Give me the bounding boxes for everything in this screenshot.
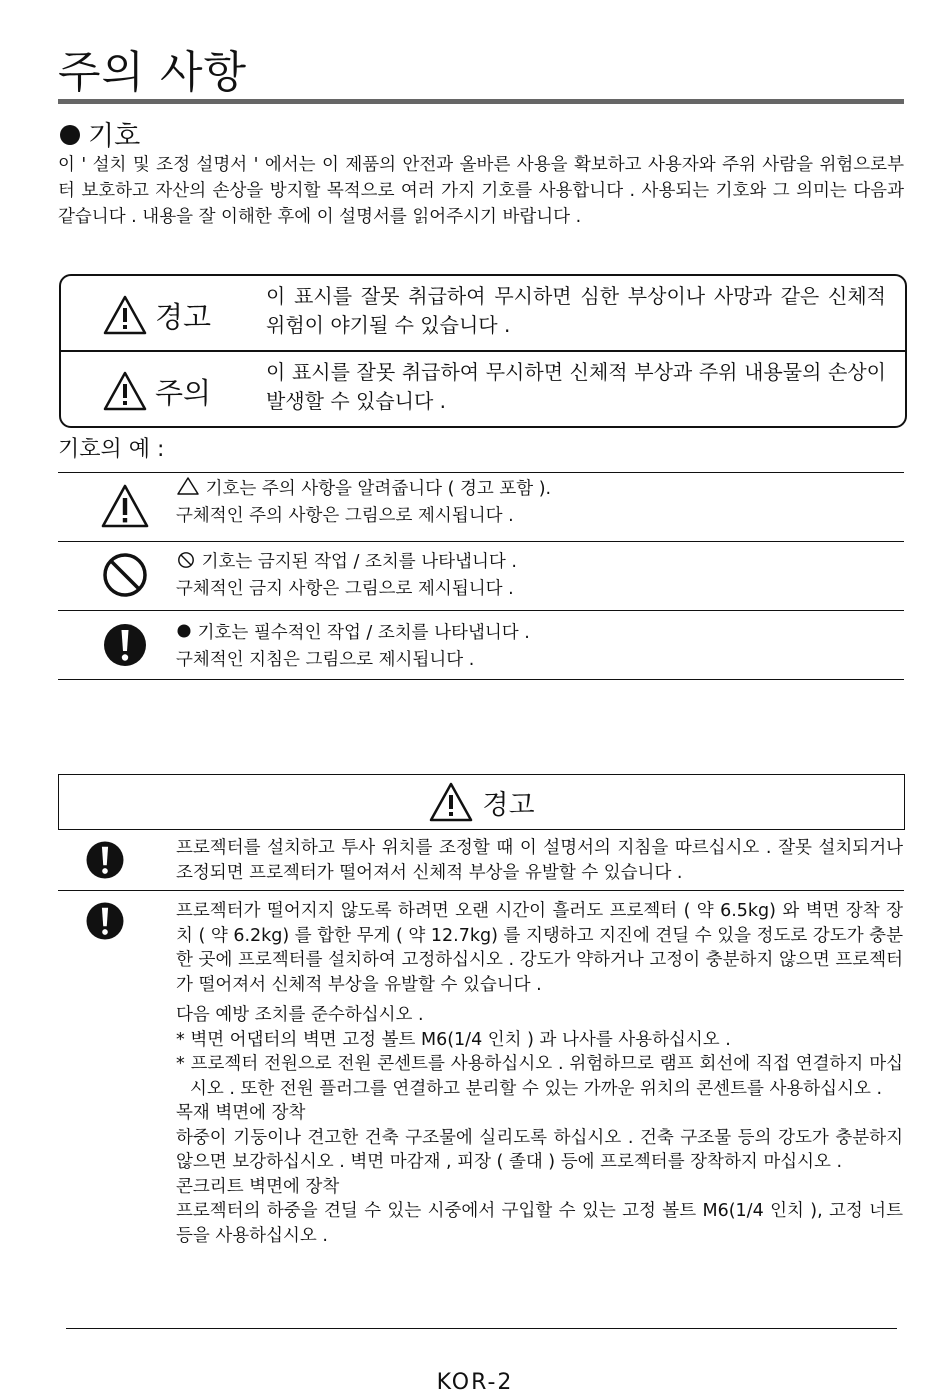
caution-triangle-icon bbox=[100, 482, 150, 532]
precautions-intro: 다음 예방 조치를 준수하십시오 . bbox=[176, 1005, 424, 1025]
page-number: KOR-2 bbox=[436, 1370, 514, 1395]
concrete-wall-text: 프로젝터의 하중을 견딜 수 있는 시중에서 구입할 수 있는 고정 볼트 M6(1/4 인치 ), 고정 너트 등을 사용하십시오 . bbox=[176, 1201, 903, 1246]
mandatory-icon bbox=[100, 620, 150, 670]
examples-rule bbox=[58, 610, 904, 611]
page-title: 주의 사항 bbox=[58, 47, 248, 98]
symbols-heading bbox=[60, 114, 140, 153]
mandatory-icon bbox=[83, 838, 127, 882]
caution-level-label-text: 주의 bbox=[155, 375, 212, 410]
examples-heading: 기호의 예 : bbox=[58, 437, 165, 462]
small-dot-icon bbox=[176, 623, 192, 639]
example-mandatory-line2: 구체적인 지침은 그림으로 제시됩니다 . bbox=[176, 650, 475, 670]
caution-triangle-icon bbox=[103, 370, 147, 412]
mandatory-icon bbox=[83, 899, 127, 943]
example-prohibited-line2: 구체적인 금지 사항은 그림으로 제시됩니다 . bbox=[176, 579, 514, 599]
caution-level-label bbox=[103, 370, 211, 412]
wood-wall-text: 하중이 기둥이나 견고한 건축 구조물에 실리도록 하십시오 . 건축 구조물 등의 강도가 충분하지 않으면 보강하십시오 . 벽면 마감재 , 피장 ( 졸대 ) 등에 프로젝터를 장착하지 마십시오 . bbox=[176, 1127, 903, 1172]
title-rule bbox=[58, 99, 904, 104]
example-caution-line1-text: 기호는 주의 사항을 알려줍니다 ( 경고 포함 ). bbox=[205, 479, 552, 499]
warning-block-heading-text: 경고 bbox=[482, 789, 535, 821]
examples-rule bbox=[58, 472, 904, 473]
caution-level-row bbox=[61, 352, 905, 426]
example-mandatory-line1 bbox=[176, 620, 530, 647]
small-prohibited-icon bbox=[176, 551, 196, 569]
warning-level-label-text: 경고 bbox=[155, 299, 212, 334]
examples-rule bbox=[58, 541, 904, 542]
example-caution-text bbox=[176, 476, 551, 530]
warning-level-text: 이 표시를 잘못 취급하여 무시하면 심한 부상이나 사망과 같은 신체적 위험이 야기될 수 있습니다 . bbox=[266, 284, 886, 337]
warning-item-2-main: 프로젝터가 떨어지지 않도록 하려면 오랜 시간이 흘러도 프로젝터 ( 약 6.5kg) 와 벽면 장착 장치 ( 약 6.2kg) 를 합한 무게 ( 약 12.7kg) 를 지탱하고 지진에 견딜 수 있을 정도로 강도가 충분한 곳에 프로젝터를 설치하여 고정하십시오 . 강도가 약하거나 고정이 충분하지 않으면 프로젝터가 떨어져서 신체적 부상을 유발할 수 있습니다 . bbox=[176, 901, 903, 995]
symbols-heading-text: 기호 bbox=[88, 121, 141, 152]
precaution-bullet-2: * 프로젝터 전원으로 전원 콘센트를 사용하십시오 . 위험하므로 램프 회선에 직접 연결하지 마십시오 . 또한 전원 플러그를 연결하고 분리할 수 있는 가까운 위치의 콘센트를 사용하십시오 . bbox=[176, 1054, 903, 1099]
examples-rule bbox=[58, 679, 904, 680]
concrete-wall-heading: 콘크리트 벽면에 장착 bbox=[176, 1176, 340, 1197]
caution-level-text: 이 표시를 잘못 취급하여 무시하면 신체적 부상과 주위 내용물의 손상이 발생할 수 있습니다 . bbox=[266, 360, 886, 413]
example-caution-line1 bbox=[176, 476, 551, 503]
bottom-rule bbox=[66, 1328, 897, 1329]
precaution-bullet-1: * 벽면 어댑터의 벽면 고정 볼트 M6(1/4 인치 ) 과 나사를 사용하십시오 . bbox=[176, 1029, 731, 1050]
warning-level-row bbox=[61, 276, 905, 352]
wood-wall-heading: 목재 벽면에 장착 bbox=[176, 1103, 306, 1123]
warning-level-label bbox=[103, 294, 211, 336]
example-mandatory-text bbox=[176, 620, 530, 674]
bullet-dot-icon bbox=[60, 125, 80, 145]
prohibited-icon bbox=[100, 550, 150, 600]
example-mandatory-line1-text: 기호는 필수적인 작업 / 조치를 나타냅니다 . bbox=[197, 623, 530, 643]
example-caution-line2: 구체적인 주의 사항은 그림으로 제시됩니다 . bbox=[176, 506, 514, 526]
symbols-intro: 이 ' 설치 및 조정 설명서 ' 에서는 이 제품의 안전과 올바른 사용을 확보하고 사용자와 주위 사람을 위험으로부터 보호하고 자산의 손상을 방지할 목적으로 여러 가지 기호를 사용합니다 . 사용되는 기호와 그 의미는 다음과 같습니다 . 내용을 잘 이해한 후에 이 설명서를 읽어주시기 바랍니다 . bbox=[58, 155, 904, 227]
warning-triangle-icon bbox=[428, 781, 474, 823]
example-prohibited-line1 bbox=[176, 549, 517, 576]
example-prohibited-text bbox=[176, 549, 517, 603]
example-prohibited-line1-text: 기호는 금지된 작업 / 조치를 나타냅니다 . bbox=[201, 552, 517, 572]
warning-triangle-icon bbox=[103, 294, 147, 336]
warning-item-2 bbox=[176, 899, 903, 1248]
warning-block-heading bbox=[58, 774, 905, 830]
warning-item-rule bbox=[58, 890, 904, 891]
warning-item-1: 프로젝터를 설치하고 투사 위치를 조정할 때 이 설명서의 지침을 따르십시오 . 잘못 설치되거나 조정되면 프로젝터가 떨어져서 신체적 부상을 유발할 수 있습니다 . bbox=[176, 838, 903, 883]
small-triangle-icon bbox=[176, 476, 200, 496]
hazard-level-box bbox=[59, 274, 907, 428]
